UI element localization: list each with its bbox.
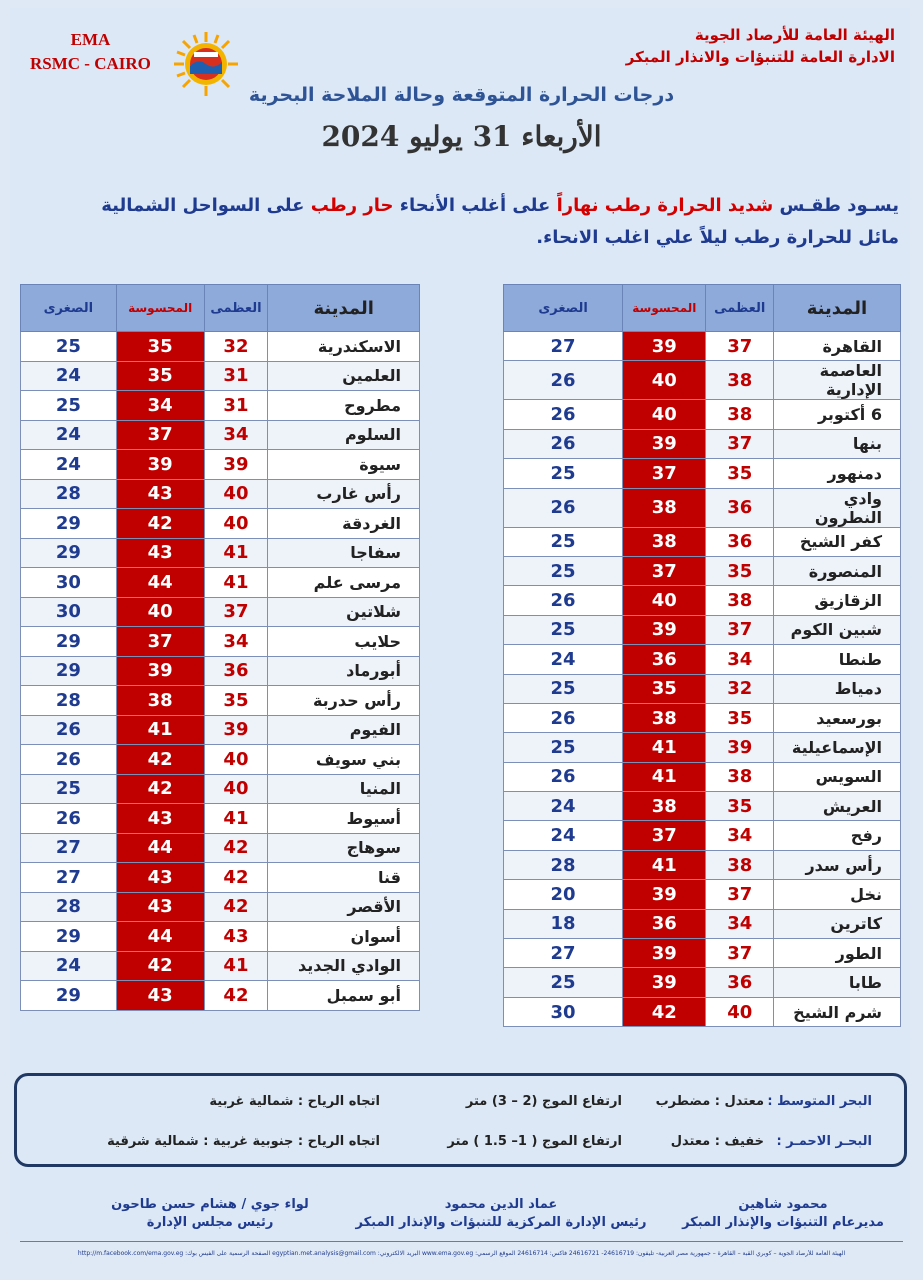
cell-feel: 37 — [623, 556, 706, 585]
mediterranean-label: البحر المتوسط : — [767, 1094, 872, 1109]
cell-min: 27 — [504, 939, 623, 968]
cell-city: كفر الشيخ — [773, 527, 900, 556]
cell-max: 37 — [706, 880, 773, 909]
cell-city: السويس — [773, 762, 900, 791]
cell-feel: 40 — [623, 361, 706, 400]
table-row — [21, 568, 420, 598]
cell-max: 41 — [204, 951, 268, 981]
cell-min: 26 — [504, 361, 623, 400]
cell-city: سوهاج — [268, 833, 420, 863]
cell-max: 40 — [204, 479, 268, 509]
table-row — [21, 863, 420, 893]
cell-min: 26 — [504, 488, 623, 527]
cell-feel: 39 — [623, 968, 706, 997]
table-row — [504, 909, 901, 938]
cell-min: 24 — [504, 792, 623, 821]
cell-min: 26 — [21, 804, 117, 834]
red-sea-label: البحـر الاحمـر : — [776, 1134, 872, 1149]
table-row — [504, 733, 901, 762]
table-header-row — [21, 285, 420, 332]
table-row — [504, 762, 901, 791]
signature-title: رئيس مجلس الإدارة — [146, 1215, 274, 1230]
ema-line2: RSMC - CAIRO — [30, 54, 151, 73]
cell-max: 40 — [204, 774, 268, 804]
cell-max: 35 — [706, 703, 773, 732]
cell-feel: 36 — [623, 909, 706, 938]
cell-feel: 44 — [116, 833, 204, 863]
table-row — [504, 400, 901, 429]
cell-min: 26 — [21, 745, 117, 775]
cell-min: 28 — [21, 479, 117, 509]
cell-city: بورسعيد — [773, 703, 900, 732]
cell-feel: 40 — [623, 586, 706, 615]
cell-max: 39 — [204, 715, 268, 745]
signature-head — [351, 1196, 651, 1232]
cell-feel: 43 — [116, 479, 204, 509]
table-row — [21, 774, 420, 804]
header-min: الصغرى — [21, 285, 117, 332]
cell-city: طنطا — [773, 645, 900, 674]
cell-min: 25 — [504, 527, 623, 556]
cell-feel: 39 — [623, 880, 706, 909]
table-row — [21, 951, 420, 981]
cell-city: المنيا — [268, 774, 420, 804]
cell-max: 38 — [706, 850, 773, 879]
table-row — [21, 420, 420, 450]
cell-max: 38 — [706, 586, 773, 615]
cell-city: السلوم — [268, 420, 420, 450]
mediterranean-state: معتدل : مضطرب — [655, 1094, 764, 1109]
cell-city: أسيوط — [268, 804, 420, 834]
cell-city: بني سويف — [268, 745, 420, 775]
table-row — [21, 332, 420, 362]
cell-feel: 39 — [623, 429, 706, 458]
cell-min: 26 — [504, 586, 623, 615]
cell-max: 37 — [706, 429, 773, 458]
bulletin-headline: درجات الحرارة المتوقعة وحالة الملاحة البحرية — [248, 84, 675, 106]
cell-feel: 42 — [116, 509, 204, 539]
cell-max: 35 — [706, 792, 773, 821]
cell-city: العريش — [773, 792, 900, 821]
table-row — [504, 645, 901, 674]
cell-feel: 41 — [116, 715, 204, 745]
cell-min: 27 — [21, 833, 117, 863]
cell-feel: 38 — [623, 792, 706, 821]
cell-max: 42 — [204, 981, 268, 1011]
cell-min: 27 — [504, 332, 623, 361]
cell-feel: 37 — [623, 821, 706, 850]
table-row — [21, 479, 420, 509]
cell-max: 31 — [204, 391, 268, 421]
cell-min: 26 — [504, 400, 623, 429]
cell-min: 24 — [21, 361, 117, 391]
table-row — [504, 332, 901, 361]
cell-min: 25 — [504, 733, 623, 762]
cell-city: دمياط — [773, 674, 900, 703]
signature-director — [663, 1196, 903, 1232]
cell-min: 29 — [21, 509, 117, 539]
cell-max: 42 — [204, 863, 268, 893]
cell-city: شلاتين — [268, 597, 420, 627]
cell-feel: 37 — [623, 459, 706, 488]
table-row — [21, 892, 420, 922]
mediterranean-wind: اتجاه الرياح : شمالية غربية — [209, 1094, 380, 1109]
cell-max: 41 — [204, 538, 268, 568]
cell-max: 37 — [706, 939, 773, 968]
cell-feel: 39 — [623, 939, 706, 968]
cell-feel: 44 — [116, 568, 204, 598]
cell-feel: 39 — [116, 656, 204, 686]
cell-max: 41 — [204, 804, 268, 834]
cell-city: الغردقة — [268, 509, 420, 539]
cell-min: 30 — [21, 568, 117, 598]
cell-feel: 43 — [116, 981, 204, 1011]
cell-max: 37 — [706, 332, 773, 361]
cell-city: العاصمة الإدارية — [773, 361, 900, 400]
cell-city: رفح — [773, 821, 900, 850]
cell-feel: 43 — [116, 538, 204, 568]
cell-feel: 35 — [623, 674, 706, 703]
cell-feel: 38 — [623, 703, 706, 732]
cell-city: أسوان — [268, 922, 420, 952]
table-row — [504, 488, 901, 527]
table-row — [504, 703, 901, 732]
cell-min: 29 — [21, 981, 117, 1011]
cell-city: أبورماد — [268, 656, 420, 686]
cell-min: 25 — [504, 556, 623, 585]
summary-part-6: مائل للحرارة رطب ليلاً علي اغلب الانحاء. — [536, 227, 899, 248]
cell-feel: 44 — [116, 922, 204, 952]
footer-contact: الهيئة العامة للأرصاد الجوية – كوبري القبة – القاهرة – جمهورية مصر العربية- تليفون: 24616719- 24616721 فاكس: 24616714 الموقع الرسمي: www.ema.gov.eg البريد الالكتروني: egyptian.met.analysis@gmail.com الصفحة الرسمية على الفيس بوك: http://m.facebook.com/ema.gov.eg — [77, 1250, 846, 1257]
cell-max: 40 — [706, 997, 773, 1026]
cell-city: سفاجا — [268, 538, 420, 568]
cell-max: 41 — [204, 568, 268, 598]
cell-city: بنها — [773, 429, 900, 458]
cell-min: 30 — [21, 597, 117, 627]
mediterranean-wave: ارتفاع الموج (2 – 3) متر — [465, 1094, 622, 1109]
cell-max: 34 — [706, 645, 773, 674]
header-min: الصغرى — [504, 285, 623, 332]
temperature-table-left — [20, 284, 420, 1011]
cell-max: 40 — [204, 509, 268, 539]
ema-label — [30, 28, 151, 76]
cell-min: 26 — [504, 703, 623, 732]
table-row — [21, 450, 420, 480]
table-row — [504, 527, 901, 556]
table-row — [504, 674, 901, 703]
cell-feel: 39 — [116, 450, 204, 480]
table-row — [504, 939, 901, 968]
summary-part-1: يسـود طقـس — [779, 195, 899, 216]
cell-city: دمنهور — [773, 459, 900, 488]
table-row — [21, 745, 420, 775]
cell-city: الفيوم — [268, 715, 420, 745]
cell-min: 20 — [504, 880, 623, 909]
signature-name: لواء جوي / هشام حسن طاحون — [111, 1197, 309, 1212]
cell-feel: 38 — [623, 488, 706, 527]
red-sea-state: خفيف : معتدل — [670, 1134, 764, 1149]
cell-feel: 36 — [623, 645, 706, 674]
cell-min: 28 — [21, 892, 117, 922]
table-row — [21, 538, 420, 568]
cell-min: 26 — [504, 429, 623, 458]
cell-max: 32 — [706, 674, 773, 703]
cell-min: 18 — [504, 909, 623, 938]
cell-max: 36 — [706, 488, 773, 527]
cell-min: 25 — [21, 391, 117, 421]
cell-min: 29 — [21, 922, 117, 952]
cell-feel: 43 — [116, 804, 204, 834]
red-sea-wind: اتجاه الرياح : جنوبية غربية : شمالية شرقية — [107, 1134, 380, 1149]
cell-city: المنصورة — [773, 556, 900, 585]
summary-part-3: على أغلب الأنحاء — [399, 195, 551, 216]
table-row — [504, 968, 901, 997]
table-header-row — [504, 285, 901, 332]
cell-min: 24 — [21, 420, 117, 450]
cell-feel: 42 — [116, 745, 204, 775]
cell-max: 39 — [204, 450, 268, 480]
table-row — [21, 686, 420, 716]
table-row — [504, 880, 901, 909]
table-row — [21, 509, 420, 539]
cell-feel: 34 — [116, 391, 204, 421]
table-row — [504, 821, 901, 850]
table-row — [21, 391, 420, 421]
cell-feel: 42 — [116, 774, 204, 804]
cell-min: 25 — [21, 774, 117, 804]
cell-feel: 41 — [623, 762, 706, 791]
cell-max: 34 — [706, 821, 773, 850]
header-feel: المحسوسة — [116, 285, 204, 332]
cell-feel: 35 — [116, 332, 204, 362]
cell-max: 31 — [204, 361, 268, 391]
org-line1: الهيئة العامة للأرصاد الجوية — [694, 26, 895, 44]
cell-min: 24 — [504, 645, 623, 674]
marine-conditions-box — [14, 1073, 907, 1167]
cell-city: وادي النطرون — [773, 488, 900, 527]
cell-min: 24 — [21, 450, 117, 480]
cell-max: 34 — [706, 909, 773, 938]
cell-feel: 41 — [623, 733, 706, 762]
weather-summary — [29, 190, 899, 254]
header-feel: المحسوسة — [623, 285, 706, 332]
ema-line1: EMA — [70, 30, 111, 49]
table-row — [21, 597, 420, 627]
cell-max: 38 — [706, 400, 773, 429]
cell-max: 34 — [204, 420, 268, 450]
bulletin-date: الأربعاء 31 يوليو 2024 — [321, 120, 602, 153]
cell-city: الزقازيق — [773, 586, 900, 615]
table-row — [21, 361, 420, 391]
signature-title: مديرعام التنبؤات والإنذار المبكر — [682, 1215, 884, 1230]
cell-max: 35 — [706, 556, 773, 585]
cell-feel: 41 — [623, 850, 706, 879]
cell-feel: 40 — [623, 400, 706, 429]
cell-max: 43 — [204, 922, 268, 952]
cell-max: 36 — [204, 656, 268, 686]
table-row — [504, 429, 901, 458]
cell-max: 42 — [204, 892, 268, 922]
cell-max: 42 — [204, 833, 268, 863]
cell-city: شبين الكوم — [773, 615, 900, 644]
header-max: العظمى — [204, 285, 268, 332]
cell-city: نخل — [773, 880, 900, 909]
cell-feel: 42 — [116, 951, 204, 981]
cell-min: 25 — [21, 332, 117, 362]
cell-city: الإسماعيلية — [773, 733, 900, 762]
table-row — [21, 715, 420, 745]
cell-feel: 38 — [116, 686, 204, 716]
table-body — [504, 332, 901, 1027]
temperature-table-right — [503, 284, 901, 1027]
cell-min: 28 — [504, 850, 623, 879]
cell-feel: 38 — [623, 527, 706, 556]
cell-city: الطور — [773, 939, 900, 968]
cell-max: 35 — [204, 686, 268, 716]
cell-city: رأس حدربة — [268, 686, 420, 716]
cell-min: 26 — [504, 762, 623, 791]
summary-part-4: حار رطب — [310, 195, 394, 216]
table-row — [504, 361, 901, 400]
table-row — [504, 556, 901, 585]
cell-city: الأقصر — [268, 892, 420, 922]
signature-title: رئيس الإدارة المركزية للتنبؤات والإنذار المبكر — [355, 1215, 647, 1230]
cell-feel: 40 — [116, 597, 204, 627]
cell-max: 38 — [706, 361, 773, 400]
cell-city: مرسى علم — [268, 568, 420, 598]
cell-max: 34 — [204, 627, 268, 657]
cell-max: 38 — [706, 762, 773, 791]
cell-city: العلمين — [268, 361, 420, 391]
cell-feel: 39 — [623, 332, 706, 361]
summary-part-5: على السواحل الشمالية — [101, 195, 305, 216]
cell-city: حلايب — [268, 627, 420, 657]
signature-name: عماد الدين محمود — [444, 1197, 558, 1212]
cell-max: 40 — [204, 745, 268, 775]
table-row — [504, 850, 901, 879]
cell-min: 30 — [504, 997, 623, 1026]
cell-feel: 35 — [116, 361, 204, 391]
cell-min: 26 — [21, 715, 117, 745]
red-sea-wave: ارتفاع الموج ( 1– 1.5 ) متر — [447, 1134, 622, 1149]
cell-max: 35 — [706, 459, 773, 488]
cell-city: رأس سدر — [773, 850, 900, 879]
cell-city: أبو سمبل — [268, 981, 420, 1011]
cell-city: كاترين — [773, 909, 900, 938]
cell-max: 36 — [706, 527, 773, 556]
signature-chairman — [90, 1196, 330, 1232]
cell-city: رأس غارب — [268, 479, 420, 509]
cell-min: 28 — [21, 686, 117, 716]
cell-min: 25 — [504, 674, 623, 703]
signature-name: محمود شاهين — [738, 1197, 828, 1212]
cell-min: 27 — [21, 863, 117, 893]
cell-max: 37 — [204, 597, 268, 627]
cell-feel: 43 — [116, 863, 204, 893]
cell-min: 25 — [504, 615, 623, 644]
table-row — [21, 627, 420, 657]
table-row — [504, 615, 901, 644]
header-city: المدينة — [773, 285, 900, 332]
cell-city: سيوة — [268, 450, 420, 480]
cell-max: 39 — [706, 733, 773, 762]
table-row — [504, 459, 901, 488]
cell-max: 36 — [706, 968, 773, 997]
cell-max: 37 — [706, 615, 773, 644]
table-row — [21, 804, 420, 834]
cell-max: 32 — [204, 332, 268, 362]
cell-city: طابا — [773, 968, 900, 997]
summary-part-2: شديد الحرارة رطب نهاراً — [556, 195, 774, 216]
cell-city: القاهرة — [773, 332, 900, 361]
cell-city: الاسكندرية — [268, 332, 420, 362]
table-row — [21, 833, 420, 863]
footer-divider — [20, 1241, 903, 1242]
org-line2: الادارة العامة للتنبؤات والانذار المبكر — [625, 48, 895, 66]
cell-feel: 43 — [116, 892, 204, 922]
table-row — [21, 922, 420, 952]
cell-feel: 37 — [116, 420, 204, 450]
cell-min: 29 — [21, 538, 117, 568]
cell-min: 25 — [504, 459, 623, 488]
table-row — [504, 586, 901, 615]
cell-min: 24 — [504, 821, 623, 850]
table-row — [504, 792, 901, 821]
cell-city: الوادي الجديد — [268, 951, 420, 981]
table-body — [21, 332, 420, 1011]
table-row — [504, 997, 901, 1026]
cell-city: مطروح — [268, 391, 420, 421]
table-row — [21, 656, 420, 686]
header-max: العظمى — [706, 285, 773, 332]
table-row — [21, 981, 420, 1011]
cell-feel: 42 — [623, 997, 706, 1026]
cell-feel: 39 — [623, 615, 706, 644]
organization-name — [626, 24, 895, 68]
header-city: المدينة — [268, 285, 420, 332]
cell-city: 6 أكتوبر — [773, 400, 900, 429]
cell-min: 29 — [21, 656, 117, 686]
cell-min: 25 — [504, 968, 623, 997]
cell-city: شرم الشيخ — [773, 997, 900, 1026]
cell-city: قنا — [268, 863, 420, 893]
cell-min: 29 — [21, 627, 117, 657]
cell-feel: 37 — [116, 627, 204, 657]
cell-min: 24 — [21, 951, 117, 981]
